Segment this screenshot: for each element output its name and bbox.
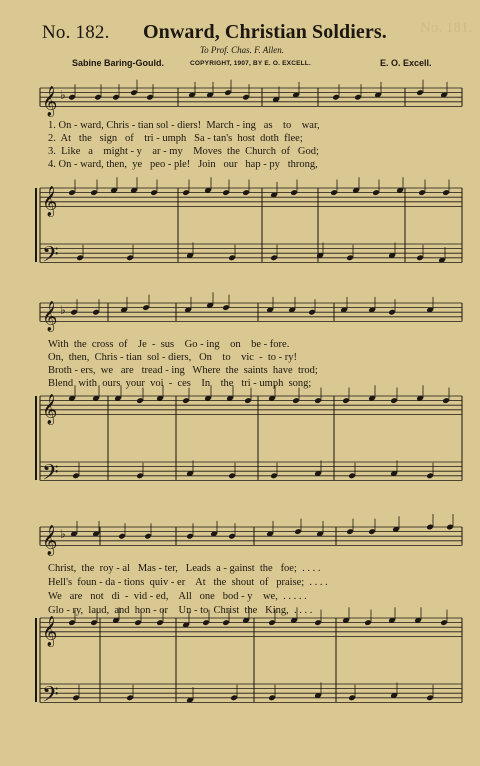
hymn-title: Onward, Christian Soldiers. <box>143 21 387 43</box>
lyric-verse-4: 4. On - ward, then, ye peo - ple! Join our hap - py throng, <box>48 159 318 170</box>
copyright-notice: COPYRIGHT, 1907, BY E. O. EXCELL. <box>190 60 311 67</box>
bass-clef-icon: 𝄢 <box>42 242 59 273</box>
dedication: To Prof. Chas. F. Allen. <box>200 45 285 55</box>
lyric-verse-3: We are not di - vid - ed, All one bod - y we, . . . . . <box>48 591 307 602</box>
treble-clef-icon: 𝄞 <box>42 616 58 647</box>
melody-flat-icon: ♭ <box>60 303 66 318</box>
lyric-verse-1: With the cross of Je - sus Go - ing on be - fore. <box>48 339 290 350</box>
treble-clef-icon: 𝄞 <box>42 186 58 217</box>
composer: E. O. Excell. <box>380 58 432 68</box>
hymn-number: No. 182. <box>42 22 110 43</box>
treble-clef-icon: 𝄞 <box>42 301 58 332</box>
treble-clef-icon: 𝄞 <box>42 525 58 556</box>
lyricist: Sabine Baring-Gould. <box>72 58 165 68</box>
bass-clef-icon: 𝄢 <box>42 460 59 491</box>
lyric-verse-2: Hell's foun - da - tions quiv - er At the shout of praise; . . . . <box>48 577 328 588</box>
treble-clef-icon: 𝄞 <box>42 86 58 117</box>
lyric-verse-4: Glo - ry, laud, and hon - or Un - to Christ the King, . . . . <box>48 605 313 616</box>
lyric-verse-3: 3. Like a might - y ar - my Moves the Church of God; <box>48 146 319 157</box>
lyric-verse-2: 2. At the sign of tri - umph Sa - tan's host doth flee; <box>48 133 303 144</box>
lyric-verse-1: Christ, the roy - al Mas - ter, Leads a - gainst the foe; . . . . <box>48 563 321 574</box>
lyric-verse-3: Broth - ers, we are tread - ing Where the saints have trod; <box>48 365 318 376</box>
treble-clef-icon: 𝄞 <box>42 394 58 425</box>
melody-flat-icon: ♭ <box>60 88 66 103</box>
lyric-verse-2: On, then, Chris - tian sol - diers, On to vic - to - ry! <box>48 352 298 363</box>
bass-clef-icon: 𝄢 <box>42 682 59 713</box>
lyric-verse-1: 1. On - ward, Chris - tian sol - diers! March - ing as to war, <box>48 120 320 131</box>
bleed-through-number: No. 181. <box>420 20 473 36</box>
melody-flat-icon: ♭ <box>60 527 66 542</box>
lyric-verse-4: Blend with ours your voi - ces In the tri - umph song; <box>48 378 312 389</box>
